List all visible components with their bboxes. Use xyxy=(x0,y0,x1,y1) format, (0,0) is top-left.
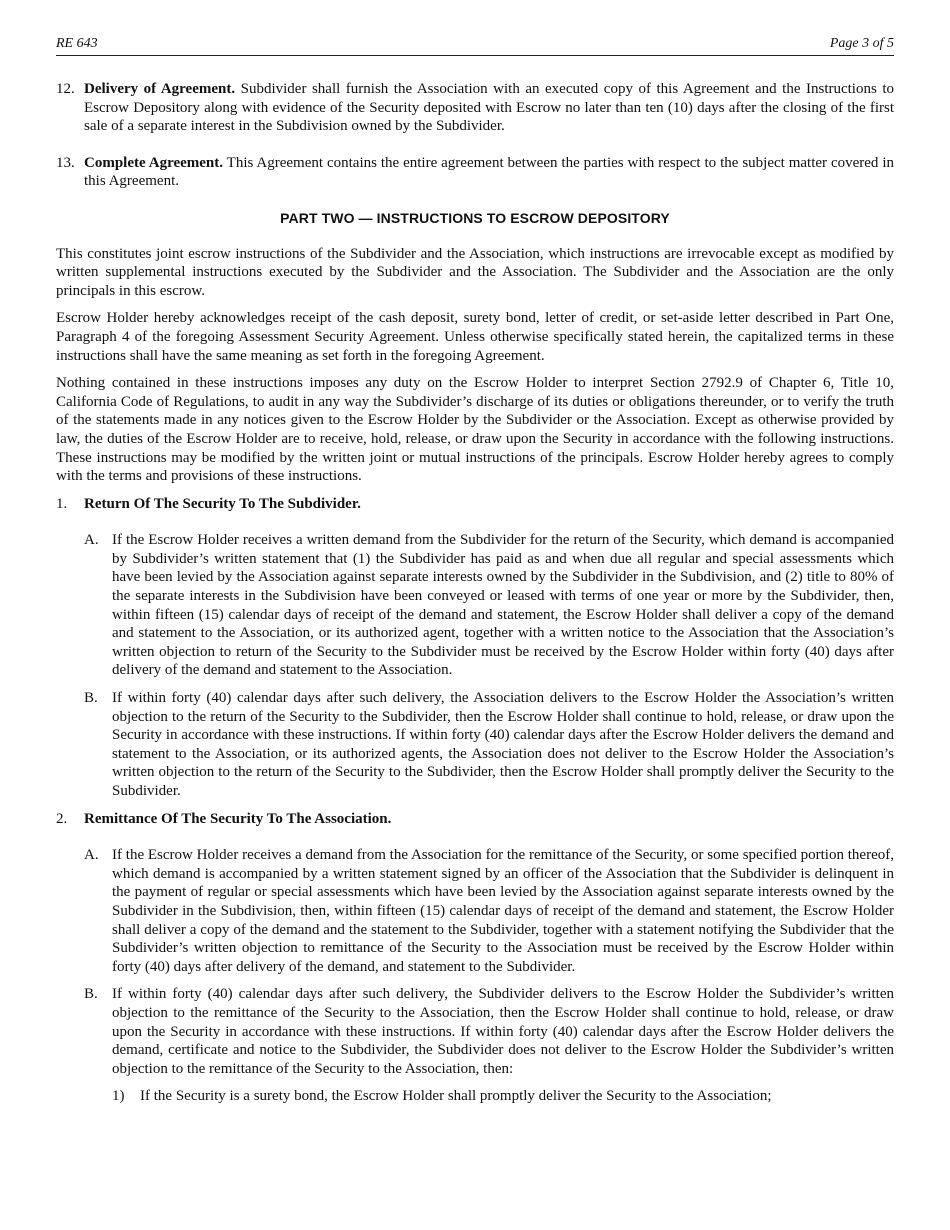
subclause-1b xyxy=(56,689,894,801)
subclause-label: 1) xyxy=(112,1088,125,1105)
clause-number: 12. xyxy=(56,81,75,97)
clause-13 xyxy=(56,154,894,191)
clause-12 xyxy=(56,80,894,136)
subclause-text: If the Escrow Holder receives a demand from the Association for the remittance of the Security, or some specified portion thereof, which demand is accompanied by a written statement signed by an officer of the Association that the Subdivider is delinquent in the payment of regular or special assessments which have been levied by the Association against separate interests owned by the Subdivider in the Subdivision, then, within fifteen (15) calendar days of receipt of the demand and statement, the Escrow Holder shall deliver a copy of the demand and the statement to the Subdivider, together with a statement notifying the Subdivider that the Subdivider’s written objection to remittance of the Security to the Association must be received by the Escrow Holder within forty (40) days after delivery of the demand, and statement to the Subdivider. xyxy=(112,847,894,975)
subclause-2a xyxy=(56,846,894,976)
clause-text: Subdivider shall furnish the Association with an executed copy of this Agreement and the Instructions to Escrow Depository along with evidence of the Security deposited with Escrow no later than ten (10) days after the closing of the first sale of a separate interest in the Subdivision owned by the Subdivider. xyxy=(84,81,894,135)
section-title: Return Of The Security To The Subdivider. xyxy=(84,495,361,512)
intro-paragraph: This constitutes joint escrow instructions of the Subdivider and the Association, which instructions are irrevocable except as modified by written supplemental instructions executed by the Subdivider and the Association. The Subdivider and the Association are the only principals in this escrow. xyxy=(56,245,894,299)
page-header xyxy=(56,35,894,56)
section-return-of-security xyxy=(56,495,894,514)
subclause-2b xyxy=(56,985,894,1078)
intro-paragraph: Nothing contained in these instructions imposes any duty on the Escrow Holder to interpret Section 2792.9 of Chapter 6, Title 10, California Code of Regulations, to audit in any way the Subdivider’s discharge of its duties or obligations thereunder, or to verify the truth of the statements made in any notices given to the Escrow Holder by the Subdivider or the Association. Except as otherwise provided by law, the duties of the Escrow Holder are to receive, hold, release, or draw upon the Security in accordance with the following instructions. These instructions may be modified by the written joint or mutual instructions of the principals. Escrow Holder hereby agrees to comply with the terms and provisions of these instructions. xyxy=(56,375,894,485)
subclause-label: A. xyxy=(84,532,99,549)
intro-paragraph: Escrow Holder hereby acknowledges receipt of the cash deposit, surety bond, letter of credit, or set-aside letter described in Part One, Paragraph 4 of the foregoing Assessment Security Agreement. Unless otherwise specifically stated herein, the capitalized terms in these instructions shall have the same meaning as set forth in the foregoing Agreement. xyxy=(56,310,894,364)
form-id: RE 643 xyxy=(56,36,98,51)
section-number: 1. xyxy=(56,495,68,512)
clause-text: This Agreement contains the entire agreement between the parties with respect to the subject matter covered in this Agreement. xyxy=(84,154,894,190)
section-title: Remittance Of The Security To The Association. xyxy=(84,810,392,827)
subclause-label: B. xyxy=(84,690,98,707)
section-number: 2. xyxy=(56,810,68,827)
clause-title: Delivery of Agreement. xyxy=(84,81,236,97)
clause-number: 13. xyxy=(56,154,75,171)
subclause-text: If within forty (40) calendar days after such delivery, the Association delivers to the Escrow Holder the Association’s written objection to the return of the Security to the Subdivider, then the Escrow Holder shall continue to hold, release, or draw upon the Security in accordance with these instructions. If within forty (40) calendar days after the Escrow Holder delivers the demand and statement to the Association, or its authorized agents, the Association does not deliver to the Escrow Holder the Association’s written objection to the return of the Security to the Subdivider, then the Escrow Holder shall promptly deliver the Security to the Subdivider. xyxy=(112,690,894,799)
subclause-2b-1 xyxy=(56,1087,894,1106)
part-two-heading: PART TWO — INSTRUCTIONS TO ESCROW DEPOSITORY xyxy=(280,209,670,226)
page-number: Page 3 of 5 xyxy=(829,36,894,51)
subclause-text: If the Escrow Holder receives a written demand from the Subdivider for the return of the Security, which demand is accompanied by Subdivider’s written statement that (1) the Subdivider has paid as and when due all regular and special assessments which have been levied by the Association against separate interests owned by the Subdivider in the Subdivision, and (2) title to 80% of the separate interests in the Subdivision have been conveyed or leased with terms of one year or more by the Subdivider, then, within fifteen (15) calendar days of receipt of the demand and statement, the Escrow Holder shall deliver a copy of the demand and statement to the Association, or its authorized agent, together with a written notice to the Association that the Association’s written objection to return of the Security to the Subdivider must be received by the Escrow Holder within forty (40) days after delivery of the demand and statement to the Association. xyxy=(112,532,894,679)
subclause-label: B. xyxy=(84,986,98,1003)
section-remittance-of-security xyxy=(56,810,894,829)
subclause-label: A. xyxy=(84,847,99,864)
subclause-1a xyxy=(56,531,894,680)
document-body xyxy=(56,80,894,1106)
subclause-text: If the Security is a surety bond, the Escrow Holder shall promptly deliver the Security to the Association; xyxy=(140,1088,772,1105)
clause-title: Complete Agreement. xyxy=(84,154,224,171)
subclause-text: If within forty (40) calendar days after such delivery, the Subdivider delivers to the Escrow Holder the Subdivider’s written objection to the remittance of the Security to the Association, then the Escrow Holder shall continue to hold, release, or draw upon the Security in accordance with these instructions. If within forty (40) calendar days after the Escrow Holder delivers the demand, certificate and notice to the Subdivider, the Subdivider does not deliver to the Escrow Holder the Subdivider’s written objection to the remittance of the Security to the Association, then: xyxy=(112,986,894,1077)
